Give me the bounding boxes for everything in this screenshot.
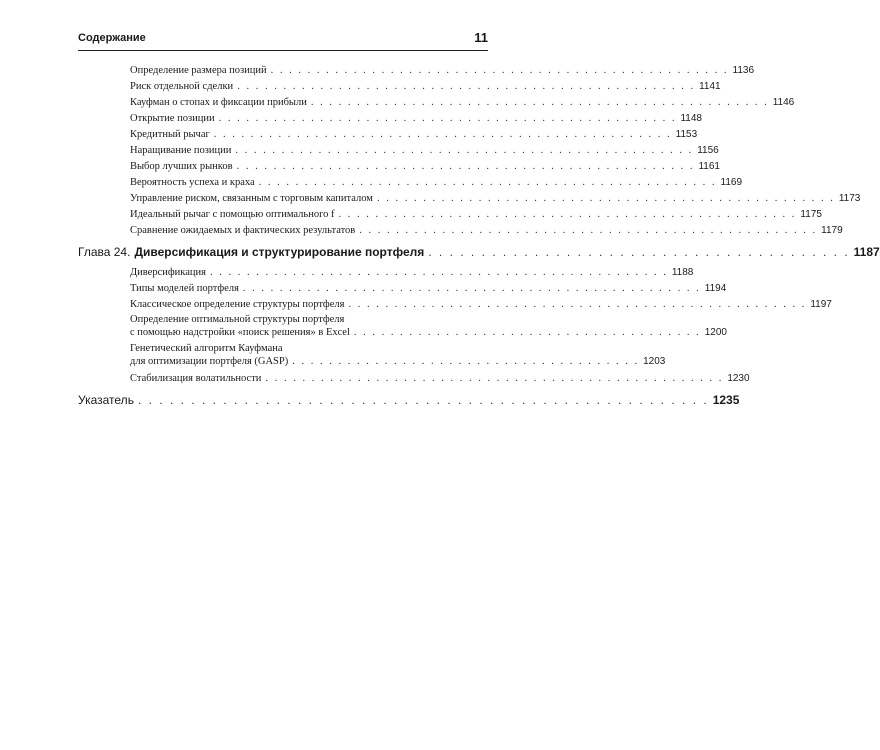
page-number: 11 bbox=[474, 30, 488, 45]
toc-entry-page: 1188 bbox=[671, 267, 694, 278]
toc-entry-label: Стабилизация волатильности bbox=[130, 373, 262, 384]
toc-index[interactable] bbox=[78, 392, 740, 408]
dot-leader: . . . . . . . . . . . . . . . . . . . . . . . . . . . . . . . . . . . . . . bbox=[353, 327, 701, 338]
toc-chapter-24[interactable] bbox=[78, 244, 880, 260]
toc-entry-label: Классическое определение структуры портфеля bbox=[130, 299, 345, 310]
toc-entry-label-line2: с помощью надстройки «поиск решения» в Excel bbox=[130, 327, 350, 338]
toc-entry-page: 1175 bbox=[800, 209, 822, 220]
running-head bbox=[78, 30, 488, 48]
toc-entry-label: Кауфман о стопах и фиксации прибыли bbox=[130, 97, 307, 108]
toc-entry[interactable] bbox=[130, 298, 832, 312]
toc-entry[interactable] bbox=[130, 112, 702, 126]
toc-entry[interactable] bbox=[130, 208, 822, 222]
toc-entry-page: 1197 bbox=[810, 299, 832, 310]
dot-leader: . . . . . . . . . . . . . . . . . . . . . . . . . . . . . . . . . . . . . . . . bbox=[428, 245, 850, 259]
toc-entry[interactable] bbox=[130, 266, 694, 280]
dot-leader: . . . . . . . . . . . . . . . . . . . . . . . . . . . . . . . . . . . . . . . . . . . . . . . . . . bbox=[376, 193, 835, 204]
toc-entry-page: 1179 bbox=[821, 225, 843, 236]
dot-leader: . . . . . . . . . . . . . . . . . . . . . . . . . . . . . . . . . . . . . . . . . . . . . . . . . . bbox=[310, 97, 769, 108]
toc-entry[interactable] bbox=[130, 282, 727, 296]
chapter-page: 1187 bbox=[853, 245, 880, 259]
toc-entry-label: Открытие позиции bbox=[130, 113, 215, 124]
toc-entry-label: Наращивание позиции bbox=[130, 145, 232, 156]
toc-entry[interactable] bbox=[130, 160, 720, 174]
toc-entry-label: Выбор лучших рынков bbox=[130, 161, 233, 172]
toc-entry-page: 1153 bbox=[675, 129, 698, 140]
toc-entry-page: 1146 bbox=[772, 97, 795, 108]
toc-entry-multiline[interactable] bbox=[130, 342, 666, 368]
dot-leader: . . . . . . . . . . . . . . . . . . . . . . . . . . . . . . . . . . . . . . . . . . . . . . . . . . bbox=[242, 283, 701, 294]
toc-entry-page: 1200 bbox=[704, 327, 727, 338]
chapter-number: Глава 24. bbox=[78, 245, 131, 259]
dot-leader: . . . . . . . . . . . . . . . . . . . . . . . . . . . . . . . . . . . . . . . . . . . . . . . . . . bbox=[348, 299, 807, 310]
toc-entry-page: 1161 bbox=[698, 161, 720, 172]
toc-entry[interactable] bbox=[130, 144, 719, 158]
toc-entry-page: 1230 bbox=[727, 373, 750, 384]
toc-entry[interactable] bbox=[130, 192, 861, 206]
toc-entry-page: 1148 bbox=[680, 113, 702, 124]
dot-leader: . . . . . . . . . . . . . . . . . . . . . . . . . . . . . . . . . . . . . . . . . . . . . . . . . . bbox=[258, 177, 717, 188]
toc-entry-label-line2: для оптимизации портфеля (GASP) bbox=[130, 356, 289, 367]
dot-leader: . . . . . . . . . . . . . . . . . . . . . . . . . . . . . . . . . . . . . . bbox=[292, 356, 640, 367]
toc-entry-page: 1194 bbox=[704, 283, 727, 294]
toc-entry[interactable] bbox=[130, 64, 755, 78]
toc-entry-label: Вероятность успеха и краха bbox=[130, 177, 255, 188]
toc-entry-label: Диверсификация bbox=[130, 267, 206, 278]
index-page: 1235 bbox=[712, 393, 740, 407]
toc-entry[interactable] bbox=[130, 128, 698, 142]
toc-entry-label: Риск отдельной сделки bbox=[130, 81, 234, 92]
toc-entry-page: 1141 bbox=[699, 81, 721, 92]
toc-entry-page: 1173 bbox=[838, 193, 861, 204]
dot-leader: . . . . . . . . . . . . . . . . . . . . . . . . . . . . . . . . . . . . . . . . . . . . . . . . . . bbox=[359, 225, 818, 236]
toc-entry-label: Идеальный рычаг с помощью оптимального f bbox=[130, 209, 335, 220]
toc-entry[interactable] bbox=[130, 224, 843, 238]
toc-entry-label: Управление риском, связанным с торговым капиталом bbox=[130, 193, 373, 204]
toc-entry[interactable] bbox=[130, 372, 750, 386]
toc-entry-label: Кредитный рычаг bbox=[130, 129, 210, 140]
dot-leader: . . . . . . . . . . . . . . . . . . . . . . . . . . . . . . . . . . . . . . . . . . . . . . . . . . . . . . bbox=[137, 393, 709, 407]
toc-entry-line2 bbox=[130, 326, 727, 339]
dot-leader: . . . . . . . . . . . . . . . . . . . . . . . . . . . . . . . . . . . . . . . . . . . . . . . . . . bbox=[338, 209, 797, 220]
toc-entry-label: Сравнение ожидаемых и фактических результатов bbox=[130, 225, 356, 236]
toc-entry-page: 1156 bbox=[697, 145, 719, 156]
toc-entry[interactable] bbox=[130, 80, 721, 94]
dot-leader: . . . . . . . . . . . . . . . . . . . . . . . . . . . . . . . . . . . . . . . . . . . . . . . . . . bbox=[265, 373, 724, 384]
header-rule bbox=[78, 50, 488, 51]
dot-leader: . . . . . . . . . . . . . . . . . . . . . . . . . . . . . . . . . . . . . . . . . . . . . . . . . . bbox=[237, 81, 696, 92]
toc-entry-label-line1: Определение оптимальной структуры портфеля bbox=[130, 314, 345, 325]
dot-leader: . . . . . . . . . . . . . . . . . . . . . . . . . . . . . . . . . . . . . . . . . . . . . . . . . . bbox=[270, 65, 729, 76]
dot-leader: . . . . . . . . . . . . . . . . . . . . . . . . . . . . . . . . . . . . . . . . . . . . . . . . . . bbox=[236, 161, 695, 172]
running-title: Содержание bbox=[78, 32, 146, 44]
toc-entry-label-line1: Генетический алгоритм Кауфмана bbox=[130, 343, 283, 354]
index-label: Указатель bbox=[78, 393, 134, 407]
toc-entry-page: 1169 bbox=[720, 177, 743, 188]
toc-entry-label: Типы моделей портфеля bbox=[130, 283, 239, 294]
toc-entry-line2 bbox=[130, 355, 666, 368]
chapter-title: Диверсификация и структурирование портфеля bbox=[134, 245, 425, 259]
dot-leader: . . . . . . . . . . . . . . . . . . . . . . . . . . . . . . . . . . . . . . . . . . . . . . . . . . bbox=[209, 267, 668, 278]
toc-entry-multiline[interactable] bbox=[130, 313, 727, 339]
toc-entry-label: Определение размера позиций bbox=[130, 65, 267, 76]
dot-leader: . . . . . . . . . . . . . . . . . . . . . . . . . . . . . . . . . . . . . . . . . . . . . . . . . . bbox=[235, 145, 694, 156]
dot-leader: . . . . . . . . . . . . . . . . . . . . . . . . . . . . . . . . . . . . . . . . . . . . . . . . . . bbox=[218, 113, 677, 124]
toc-entry[interactable] bbox=[130, 96, 795, 110]
toc-entry-page: 1136 bbox=[732, 65, 755, 76]
dot-leader: . . . . . . . . . . . . . . . . . . . . . . . . . . . . . . . . . . . . . . . . . . . . . . . . . . bbox=[213, 129, 672, 140]
toc-entry[interactable] bbox=[130, 176, 743, 190]
toc-entry-page: 1203 bbox=[643, 356, 666, 367]
